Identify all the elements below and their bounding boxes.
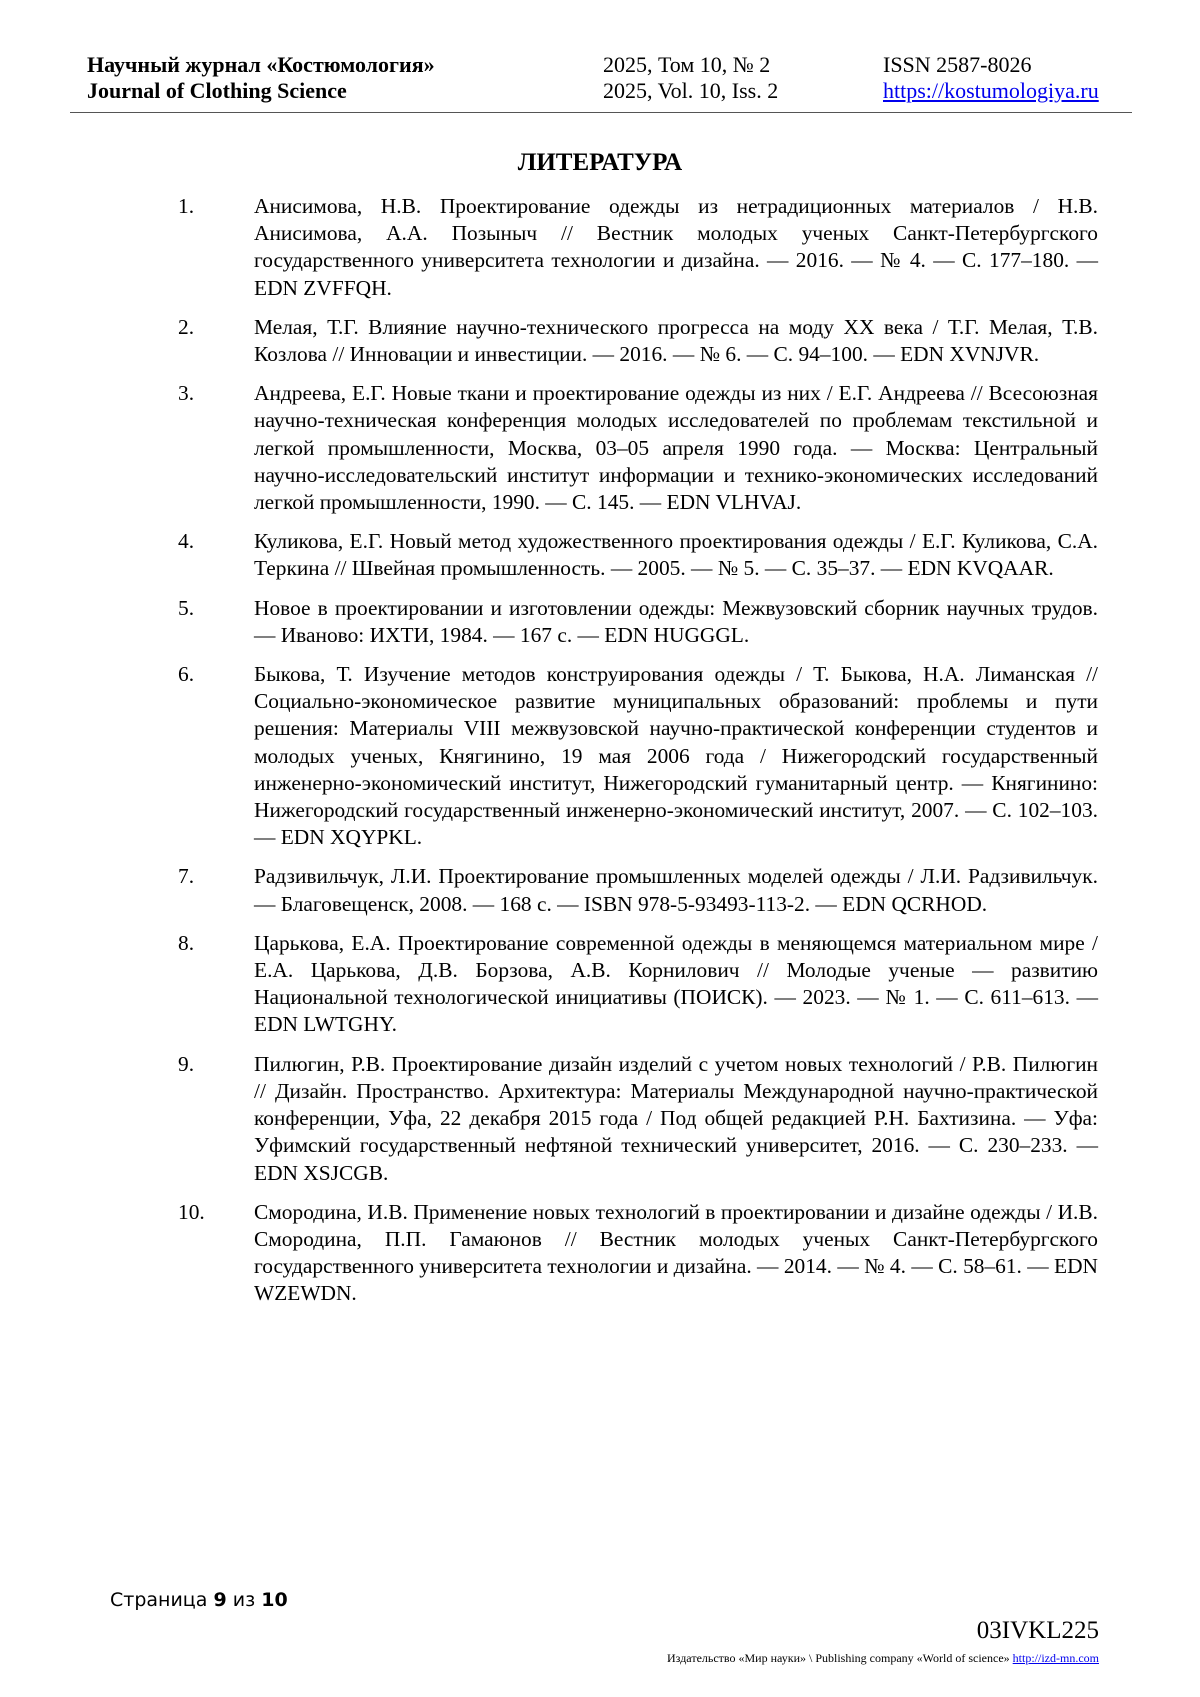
reference-text: Новое в проектировании и изготовлении одежды: Межвузовский сборник научных трудов. — Иваново: ИХТИ, 1984. — 167 с. — EDN HUGGGL. (254, 595, 1098, 647)
reference-item (178, 380, 1098, 516)
reference-text: Анисимова, Н.В. Проектирование одежды из нетрадиционных материалов / Н.В. Анисимова, А.А. Позыныч // Вестник молодых ученых Санкт-Петербургского государственного университета технологии и дизайна. — 2016. — № 4. — С. 177–180. — EDN ZVFFQH. (254, 194, 1098, 300)
reference-item (178, 661, 1098, 851)
reference-number: 6. (178, 662, 195, 687)
reference-item (178, 1051, 1098, 1187)
reference-number: 5. (178, 595, 195, 620)
publisher-link[interactable]: http://izd-mn.com (1012, 1651, 1099, 1665)
reference-number: 1. (178, 194, 195, 218)
section-title: ЛИТЕРАТУРА (517, 149, 683, 176)
reference-text: Куликова, Е.Г. Новый метод художественного проектирования одежды / Е.Г. Куликова, С.А. Теркина // Швейная промышленность. — 2005. — № 5. — С. 35–37. — EDN KVQAAR. (254, 529, 1098, 581)
reference-list (178, 193, 1098, 1320)
reference-number: 10. (178, 1199, 205, 1224)
reference-text: Царькова, Е.А. Проектирование современной одежды в меняющемся материальном мире / Е.А. Царькова, Д.В. Борзова, А.В. Корнилович // Молодые ученые — развитию Национальной технологической инициативы (ПОИСК). — 2023. — № 1. — С. 611–613. — EDN LWTGHY. (254, 930, 1098, 1037)
article-code: 03IVKL225 (976, 1617, 1099, 1644)
reference-item (178, 528, 1098, 582)
reference-item (178, 930, 1098, 1039)
reference-item (178, 193, 1098, 302)
reference-item (178, 595, 1098, 649)
journal-site-link[interactable]: https://kostumologiya.ru (883, 78, 1099, 103)
journal-name-block (87, 52, 435, 104)
reference-number: 8. (178, 930, 195, 955)
journal-name-ru: Научный журнал «Костюмология» (87, 52, 435, 77)
page-label: Страница (110, 1589, 208, 1611)
issue-info-en: 2025, Vol. 10, Iss. 2 (603, 78, 779, 103)
reference-item (178, 863, 1098, 917)
reference-number: 7. (178, 864, 195, 889)
page-current: 9 (213, 1589, 227, 1611)
journal-name-en: Journal of Clothing Science (87, 78, 347, 103)
reference-number: 9. (178, 1051, 195, 1076)
issn: ISSN 2587-8026 (883, 52, 1032, 77)
reference-number: 4. (178, 529, 195, 554)
reference-text: Смородина, И.В. Применение новых технологий в проектировании и дизайне одежды / И.В. Смородина, П.П. Гамаюнов // Вестник молодых ученых Санкт-Петербургского государственного университета технологии и дизайна. — 2014. — № 4. — С. 58–61. — EDN WZEWDN. (254, 1199, 1098, 1306)
reference-text: Радзивильчук, Л.И. Проектирование промышленных моделей одежды / Л.И. Радзивильчук. — Благовещенск, 2008. — 168 с. — ISBN 978-5-93493-113-2. — EDN QCRHOD. (254, 864, 1098, 916)
page-total: 10 (261, 1589, 288, 1611)
page-of: из (232, 1589, 256, 1611)
reference-number: 2. (178, 314, 195, 339)
publisher-line (667, 1651, 1099, 1666)
reference-text: Андреева, Е.Г. Новые ткани и проектирование одежды из них / Е.Г. Андреева // Всесоюзная научно-техническая конференция молодых исследователей по проблемам текстильной и легкой промышленности, Москва, 03–05 апреля 1990 года. — Москва: Центральный научно-исследовательский институт информации и технико-экономических исследований легкой промышленности, 1990. — С. 145. — EDN VLHVAJ. (254, 381, 1098, 515)
reference-number: 3. (178, 381, 195, 406)
page-counter (110, 1589, 288, 1611)
issn-block (883, 52, 1099, 104)
reference-text: Быкова, Т. Изучение методов конструирования одежды / Т. Быкова, Н.А. Лиманская // Социально-экономическое развитие муниципальных образований: проблемы и пути решения: Материалы VIII межвузовской научно-практической конференции студентов и молодых ученых, Княгинино, 19 мая 2006 года / Нижегородский государственный инженерно-экономический институт, Нижегородский гуманитарный центр. — Княгинино: Нижегородский государственный инженерно-экономический институт, 2007. — С. 102–103. — EDN XQYPKL. (254, 662, 1098, 850)
journal-header (70, 52, 1132, 113)
reference-item (178, 1199, 1098, 1308)
reference-text: Пилюгин, Р.В. Проектирование дизайн изделий с учетом новых технологий / Р.В. Пилюгин // Дизайн. Пространство. Архитектура: Материалы Международной научно-практической конференции, Уфа, 22 декабря 2015 года / Под общей редакцией Р.Н. Бахтизина. — Уфа: Уфимский государственный нефтяной технический университет, 2016. — С. 230–233. — EDN XSJCGB. (254, 1051, 1098, 1185)
reference-item (178, 314, 1098, 368)
issue-info-block (603, 52, 778, 104)
reference-text: Мелая, Т.Г. Влияние научно-технического прогресса на моду XX века / Т.Г. Мелая, Т.В. Козлова // Инновации и инвестиции. — 2016. — № 6. — С. 94–100. — EDN XVNJVR. (254, 314, 1098, 367)
publisher-text: Издательство «Мир науки» \ Publishing company «World of science» (667, 1651, 1010, 1665)
issue-info-ru: 2025, Том 10, № 2 (603, 52, 771, 77)
